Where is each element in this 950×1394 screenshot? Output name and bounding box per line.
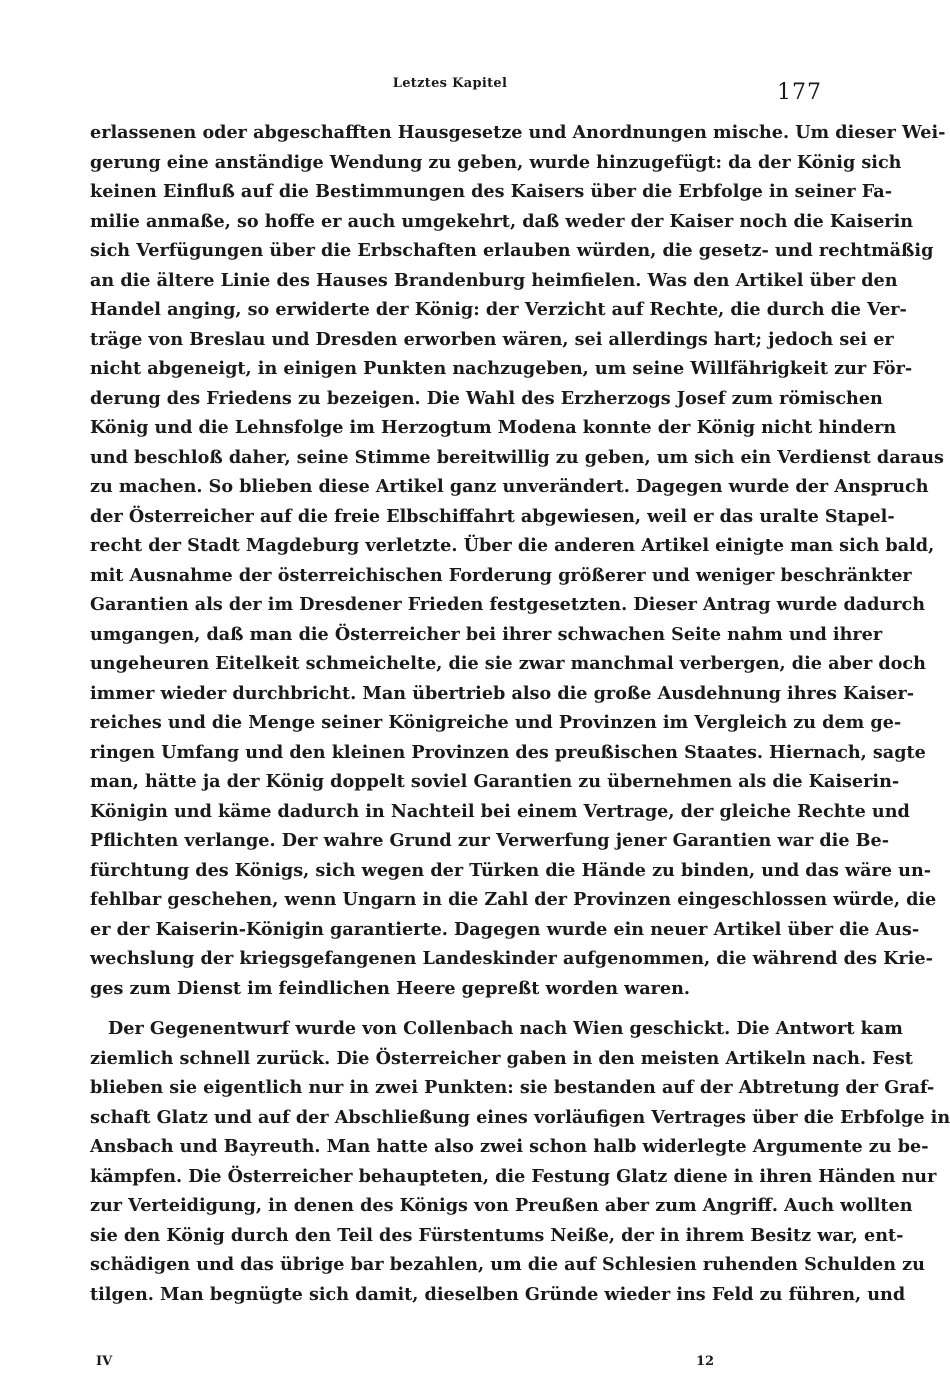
text-line: sie den König durch den Teil des Fürstentums Neiße, der in ihrem Besitz war, ent- xyxy=(90,1224,904,1246)
text-line: fehlbar geschehen, wenn Ungarn in die Zahl der Provinzen eingeschlossen würde, die xyxy=(90,889,937,910)
text-line: tilgen. Man begnügte sich damit, dieselben Gründe wieder ins Feld zu führen, und xyxy=(90,1283,906,1305)
text-line: ziemlich schnell zurück. Die Österreicher gaben in den meisten Artikeln nach. Fest xyxy=(90,1047,913,1069)
text-line: schaft Glatz und auf der Abschließung eines vorläufigen Vertrages über die Erbfolge in xyxy=(90,1106,950,1128)
text-line: erlassenen oder abgeschafften Hausgesetze und Anordnungen mische. Um dieser Wei- xyxy=(90,122,946,143)
text-line: umgangen, daß man die Österreicher bei ihrer schwachen Seite nahm und ihrer xyxy=(90,623,883,645)
text-line: zu machen. So blieben diese Artikel ganz unverändert. Dagegen wurde der Anspruch xyxy=(90,476,929,497)
text-line: ungeheuren Eitelkeit schmeichelte, die sie zwar manchmal verbergen, die aber doch xyxy=(90,653,926,674)
text-line: immer wieder durchbricht. Man übertrieb also die große Ausdehnung ihres Kaiser- xyxy=(90,682,915,704)
body-text xyxy=(90,118,950,1309)
signature-mark-right: 12 xyxy=(696,1354,715,1369)
text-line: kämpfen. Die Österreicher behaupteten, die Festung Glatz diene in ihren Händen nur xyxy=(90,1165,937,1187)
text-line: milie anmaße, so hoffe er auch umgekehrt, daß weder der Kaiser noch die Kaiserin xyxy=(90,210,914,232)
page-number: 177 xyxy=(777,80,822,105)
text-line: blieben sie eigentlich nur in zwei Punkten: sie bestanden auf der Abtretung der Graf- xyxy=(90,1077,935,1098)
text-line: man, hätte ja der König doppelt soviel Garantien zu übernehmen als die Kaiserin- xyxy=(90,771,900,792)
signature-mark-left: IV xyxy=(96,1354,113,1369)
text-line: an die ältere Linie des Hauses Brandenburg heimfielen. Was den Artikel über den xyxy=(90,269,898,291)
text-line: reiches und die Menge seiner Königreiche und Provinzen im Vergleich zu dem ge- xyxy=(90,712,902,733)
text-line: Handel anging, so erwiderte der König: der Verzicht auf Rechte, die durch die Ver- xyxy=(90,299,907,320)
paragraph xyxy=(90,118,946,1003)
text-line: Königin und käme dadurch in Nachteil bei einem Vertrage, der gleiche Rechte und xyxy=(90,800,910,822)
text-line: recht der Stadt Magdeburg verletzte. Über die anderen Artikel einigte man sich bald, xyxy=(90,535,935,556)
text-line: zur Verteidigung, in denen des Königs von Preußen aber zum Angriff. Auch wollten xyxy=(90,1195,913,1216)
text-line: der Österreicher auf die freie Elbschiffahrt abgewiesen, weil er das uralte Stapel- xyxy=(90,505,895,527)
text-line: keinen Einfluß auf die Bestimmungen des Kaisers über die Erbfolge in seiner Fa- xyxy=(90,181,892,202)
text-line: schädigen und das übrige bar bezahlen, um die auf Schlesien ruhenden Schulden zu xyxy=(90,1254,925,1275)
text-line: fürchtung des Königs, sich wegen der Türken die Hände zu binden, und das wäre un- xyxy=(90,859,932,881)
text-line: Der Gegenentwurf wurde von Collenbach nach Wien geschickt. Die Antwort kam xyxy=(108,1018,903,1039)
text-line: und beschloß daher, seine Stimme bereitwillig zu geben, um sich ein Verdienst daraus xyxy=(90,446,944,468)
text-line: ges zum Dienst im feindlichen Heere gepreßt worden waren. xyxy=(90,977,691,999)
text-line: er der Kaiserin-Königin garantierte. Dagegen wurde ein neuer Artikel über die Aus- xyxy=(90,918,920,940)
text-line: wechslung der kriegsgefangenen Landeskinder aufgenommen, die während des Krie- xyxy=(90,948,933,969)
text-line: Pflichten verlange. Der wahre Grund zur Verwerfung jener Garantien war die Be- xyxy=(90,830,890,851)
paragraph-gap xyxy=(90,1003,823,1014)
text-line: träge von Breslau und Dresden erworben wären, sei allerdings hart; jedoch sei er xyxy=(90,328,894,350)
paragraph xyxy=(90,1014,950,1309)
text-line: sich Verfügungen über die Erbschaften erlauben würden, die gesetz- und rechtmäßig xyxy=(90,240,934,261)
text-line: nicht abgeneigt, in einigen Punkten nachzugeben, um seine Willfährigkeit zur För- xyxy=(90,358,913,379)
running-head-title: Letztes Kapitel xyxy=(392,76,508,91)
text-line: gerung eine anständige Wendung zu geben, wurde hinzugefügt: da der König sich xyxy=(90,151,902,173)
text-line: König und die Lehnsfolge im Herzogtum Modena konnte der König nicht hindern xyxy=(90,417,897,438)
text-line: Ansbach und Bayreuth. Man hatte also zwei schon halb widerlegte Argumente zu be- xyxy=(90,1136,929,1157)
text-line: Garantien als der im Dresdener Frieden festgesetzten. Dieser Antrag wurde dadurch xyxy=(90,594,926,615)
text-line: ringen Umfang und den kleinen Provinzen des preußischen Staates. Hiernach, sagte xyxy=(90,741,926,763)
text-line: derung des Friedens zu bezeigen. Die Wahl des Erzherzogs Josef zum römischen xyxy=(90,387,883,409)
text-line: mit Ausnahme der österreichischen Forderung größerer und weniger beschränkter xyxy=(90,564,912,586)
